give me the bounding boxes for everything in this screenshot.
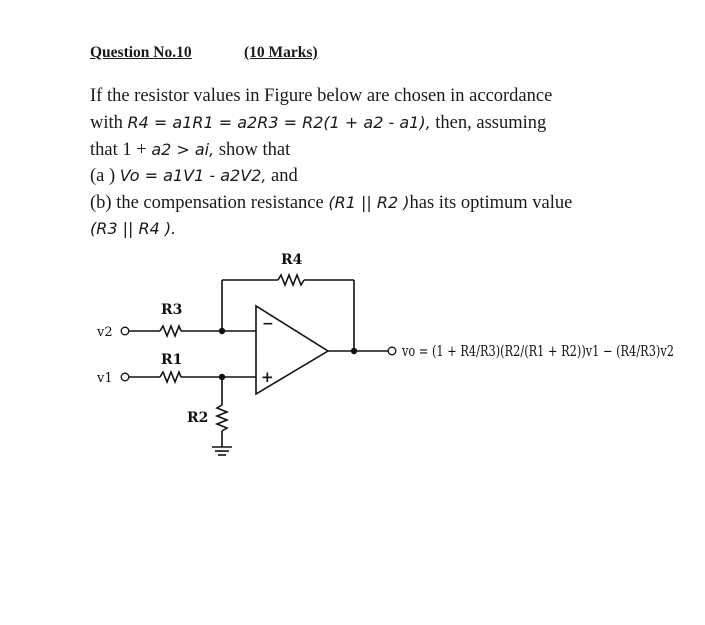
inverting-input-sign: − [262, 316, 274, 332]
part-b-suffix: has its optimum value [409, 193, 573, 213]
resistor-r3-label: R3 [161, 302, 183, 318]
resistor-r1-label: R1 [161, 352, 183, 368]
question-number: Question No.10 [90, 44, 192, 61]
noninverting-input-sign: + [261, 368, 274, 386]
problem-line-3-suffix: show that [214, 140, 291, 160]
input-v2-label: v2 [97, 325, 113, 340]
problem-line-2-suffix: then, assuming [430, 113, 547, 133]
optimum-value: (R3 || R4 ). [90, 219, 177, 238]
problem-line-3-prefix: that 1 + [90, 140, 152, 160]
question-marks: (10 Marks) [244, 44, 318, 61]
compensation-resistance: (R1 || R2 ) [328, 193, 410, 212]
problem-line-1: If the resistor values in Figure below are chosen in accordance [90, 86, 553, 106]
output-relation: Vo = a1V1 - a2V2, [119, 166, 267, 185]
input-v1-label: v1 [97, 371, 113, 386]
resistor-r2-label: R2 [187, 410, 209, 426]
assumption: a2 > ai, [151, 140, 215, 159]
part-a-prefix: (a ) [90, 166, 120, 186]
resistor-relation: R4 = a1R1 = a2R3 = R2(1 + a2 - a1), [127, 113, 431, 132]
part-b-prefix: (b) the compensation resistance [90, 193, 329, 213]
output-equation: vo = (1 + R4/R3)(R2/(R1 + R2))v1 − (R4/R3)v2 [401, 344, 674, 360]
part-a-suffix: and [266, 166, 298, 186]
resistor-r4-label: R4 [281, 252, 303, 268]
problem-line-2-prefix: with [90, 113, 128, 133]
